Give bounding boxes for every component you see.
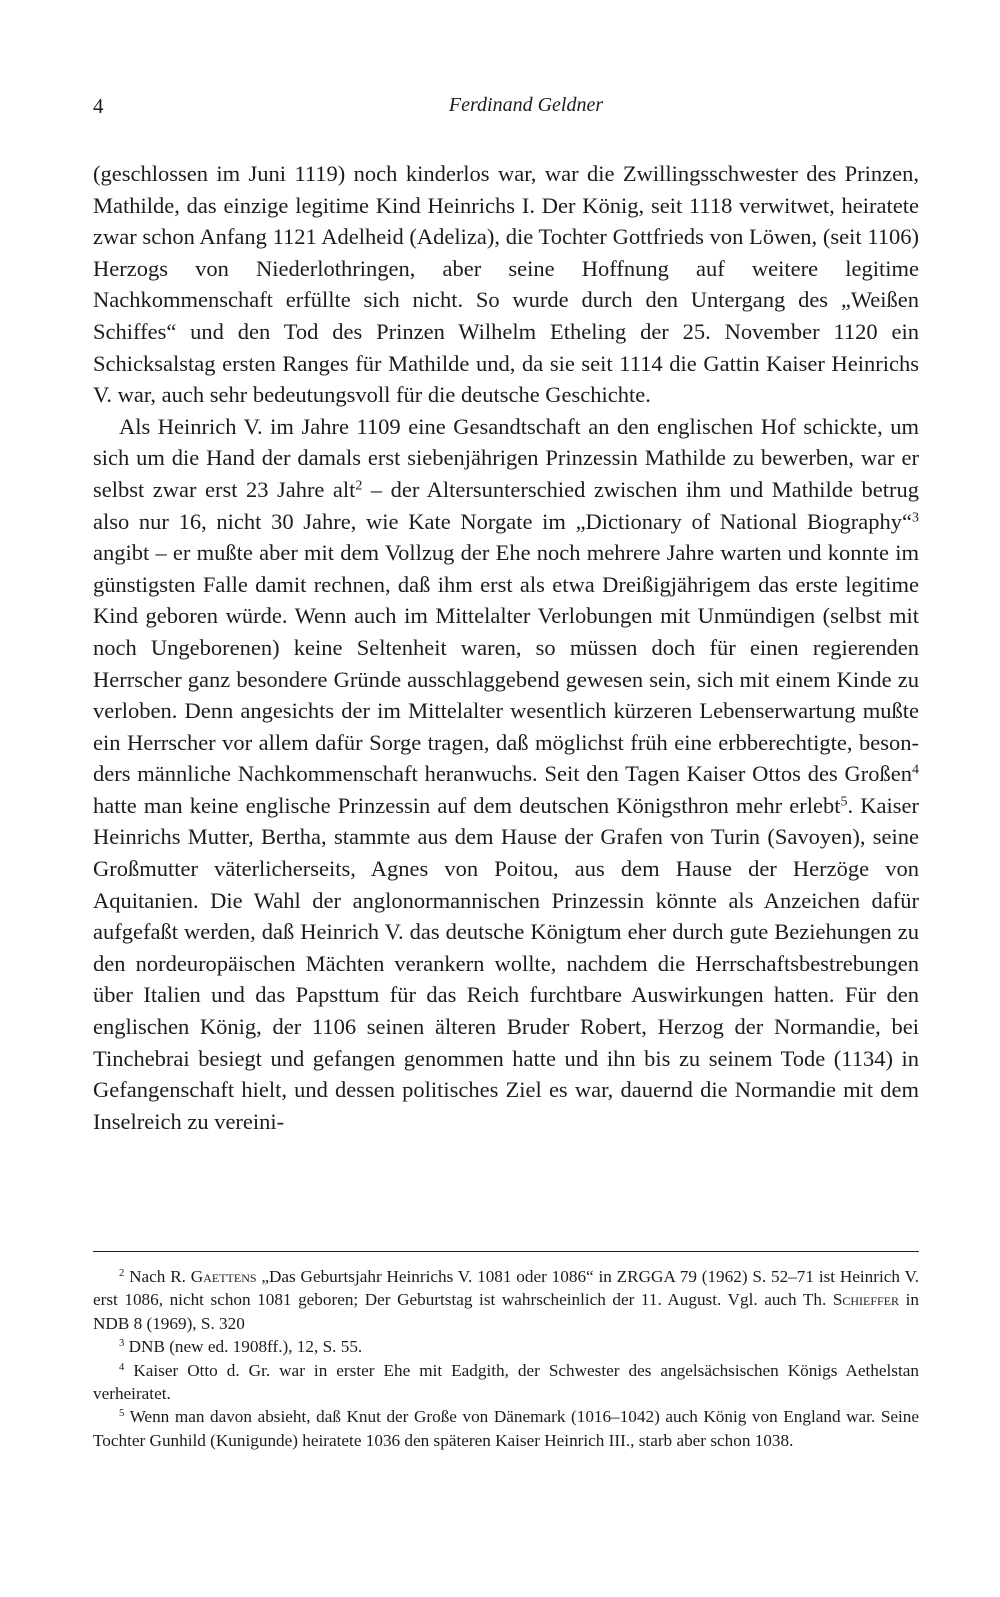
main-text [93, 158, 919, 1137]
footnote-mark-5: 5 [119, 1408, 125, 1420]
footnote-3 [93, 1335, 919, 1358]
paragraph-2-part-d: hatte man keine englische Prinzessin auf dem deutschen Königsthron mehr erlebt [93, 792, 841, 818]
footnote-ref-2: 2 [355, 478, 363, 494]
footnote-2-author-1: Gaettens [190, 1267, 257, 1286]
footnote-5 [93, 1405, 919, 1452]
footnote-divider [93, 1251, 919, 1252]
paragraph-2-part-c: angibt – er mußte aber mit dem Vollzug der Ehe noch mehrere Jahre warten und konnte im günstigsten Falle damit rechnen, daß ihm erst als etwa Dreißigjährigem das erste legitime Kind geboren würde. Wenn auch im Mittelalter Verlobungen mit Unmündigen (selbst mit noch Ungeborenen) keine Seltenheit waren, so müssen doch für einen regierenden Herrscher ganz besondere Gründe ausschlaggebend gewesen sein, sich mit einem Kinde zu verloben. Denn angesichts der im Mittelalter wesentlich kürzeren Lebenserwartung mußte ein Herrscher vor allem dafür Sorge tragen, daß möglichst früh eine erbberechtigte, besonders männliche Nachkommenschaft heranwuchs. Seit den Tagen Kaiser Ottos des Großen [93, 540, 919, 787]
paragraph-2 [93, 411, 919, 1138]
footnote-ref-3: 3 [912, 509, 919, 525]
paragraph-2-part-e: . Kaiser Heinrichs Mutter, Bertha, stammte aus dem Hause der Grafen von Turin (Savoyen), seine Großmutter väterlicherseits, Agnes von Poitou, aus dem Hause der Herzöge von Aquitanien. Die Wahl der anglonormannischen Prinzessin könnte als Anzeichen dafür aufgefaßt werden, daß Heinrich V. das deutsche Königtum eher durch gute Beziehungen zu den nordeuropäischen Mächten verankern wollte, nachdem die Herrschaftsbestrebungen über Italien und das Papsttum für das Reich furchtbare Auswirkungen hatten. Für den englischen König, der 1106 seinen älteren Bruder Robert, Herzog der Normandie, bei Tinchebrai besiegt und gefangen genommen hatte und ihn bis zu seinem Tode (1134) in Gefangenschaft hielt, und dessen politisches Ziel es war, dauernd die Normandie mit dem Inselreich zu vereini- [93, 792, 919, 1134]
footnote-4-text: Kaiser Otto d. Gr. war in erster Ehe mit Eadgith, der Schwester des angelsächsischen Königs Aethelstan verheiratet. [93, 1360, 919, 1404]
footnote-ref-5: 5 [840, 794, 848, 810]
footnotes [93, 1265, 919, 1452]
footnote-4 [93, 1359, 919, 1406]
footnote-5-text: Wenn man davon absieht, daß Knut der Große von Dänemark (1016–1042) auch König von England war. Seine Tochter Gunhild (Kunigunde) heiratete 1036 den späteren Kaiser Heinrich III., starb aber schon 1038. [93, 1407, 919, 1450]
footnote-2 [93, 1265, 919, 1335]
footnote-2-text-b: „Das Geburtsjahr Heinrichs V. 1081 oder 1086“ in ZRGGA 79 (1962) S. 52–71 ist Heinrich V. erst 1086, nicht schon 1081 geboren; Der Geburtstag ist wahrscheinlich der 11. August. Vgl. auch Th. [93, 1267, 919, 1310]
paragraph-1: (geschlossen im Juni 1119) noch kinderlos war, war die Zwillingsschwester des Prinzen, Mathilde, das einzige legitime Kind Heinrichs I. Der König, seit 1118 verwitwet, heiratete zwar schon Anfang 1121 Adelheid (Adeliza), die Tochter Gottfrieds von Löwen, (seit 1106) Herzogs von Niederlothringen, aber seine Hoffnung auf weitere legitime Nachkommenschaft erfüllte sich nicht. So wurde durch den Untergang des „Weißen Schiffes“ und den Tod des Prinzen Wilhelm Etheling der 25. November 1120 ein Schicksalstag ersten Ranges für Mathilde und, da sie seit 1114 die Gattin Kaiser Heinrichs V. war, auch sehr bedeutungsvoll für die deutsche Geschichte. [93, 161, 919, 408]
footnote-2-text-c: in NDB 8 (1969), S. 320 [93, 1290, 919, 1333]
running-head: Ferdinand Geldner [448, 94, 604, 116]
page-header [93, 94, 919, 124]
footnote-2-text-a: Nach R. [124, 1267, 191, 1286]
footnote-ref-4: 4 [912, 762, 919, 778]
footnote-mark-3: 3 [119, 1338, 125, 1350]
footnote-2-author-2: Schieffer [832, 1290, 900, 1310]
footnote-3-text: DNB (new ed. 1908ff.), 12, S. 55. [124, 1337, 363, 1357]
page-number: 4 [93, 94, 104, 118]
footnote-mark-4: 4 [119, 1361, 125, 1373]
paragraph-2-part-b: – der Altersunterschied zwischen ihm und Mathilde betrug also nur 16, nicht 30 Jahre, wie Kate Norgate im „Dictionary of National Biography“ [93, 476, 919, 534]
paragraph-2-part-a: Als Heinrich V. im Jahre 1109 eine Gesandtschaft an den englischen Hof schickte, um sich um die Hand der damals erst siebenjährigen Prinzessin Mathilde zu bewerben, war er selbst zwar erst 23 Jahre alt [93, 413, 919, 502]
footnote-mark-2: 2 [119, 1268, 125, 1280]
